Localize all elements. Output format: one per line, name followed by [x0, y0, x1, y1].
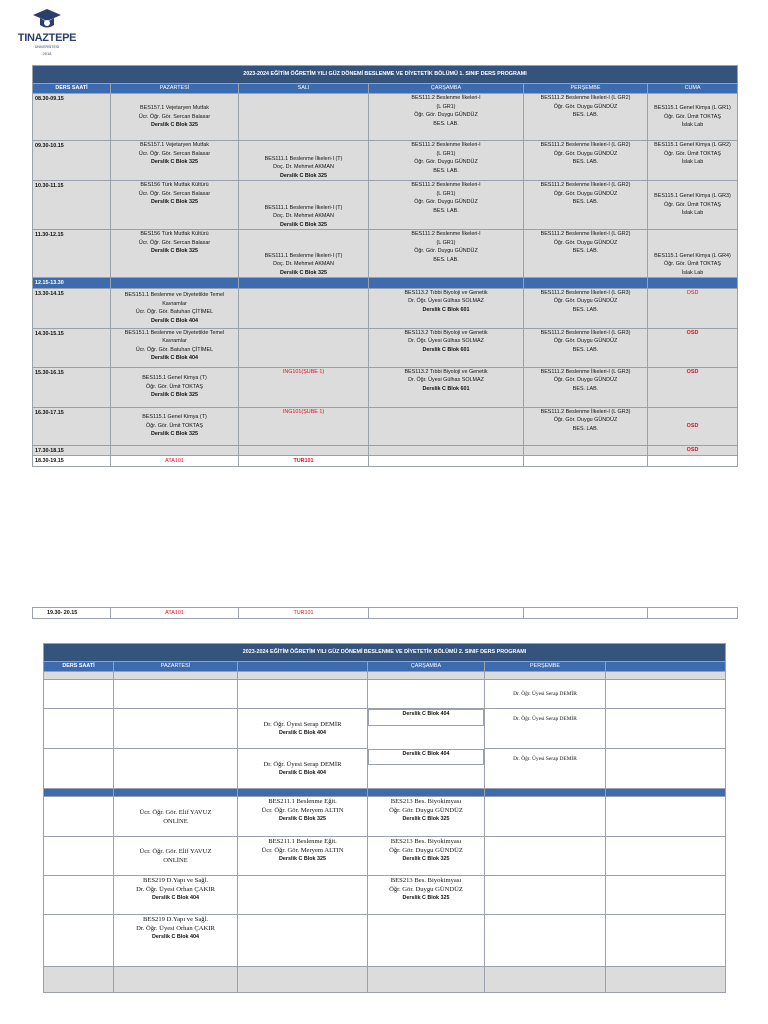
- course-cell: BES115.1 Genel Kimya (L GR4) Öğr. Gör. Ümit TOKTAŞ İslak Lab: [648, 230, 738, 278]
- course-cell: TUR101: [239, 456, 369, 467]
- course-cell: BES111.1 Beslenme İlkeleri-I (T) Doç. Dr. Mehmet AKMAN Derslik C Blok 325: [239, 141, 369, 181]
- course-cell: BES213 Bes. Biyokimyası Öğr. Gör. Duygu GÜNDÜZ Derslik C Blok 325: [368, 876, 485, 915]
- header-persembe: PERŞEMBE: [524, 84, 648, 94]
- course-cell: ING101(ŞUBE 1): [239, 407, 369, 445]
- course-cell: Dr. Öğr. Üyesi Serap DEMİR Derslik C Blok 404: [238, 749, 368, 789]
- course-cell: Dr. Öğr. Üyesi Serap DEMİR: [485, 749, 606, 789]
- table-row: [44, 876, 726, 915]
- time-cell: 12.15-13.30: [33, 278, 111, 289]
- course-cell: BES111.2 Beslenme İlkeleri-I (L GR2) Öğr. Gör. Duygu GÜNDÜZ BES. LAB.: [524, 181, 648, 230]
- time-cell: 19.30- 20.15: [33, 608, 111, 619]
- course-cell: TUR101: [239, 608, 369, 619]
- table-row: [44, 837, 726, 876]
- time-cell: 11.30-12.15: [33, 230, 111, 278]
- table-row: [33, 181, 738, 230]
- header-persembe: PERŞEMBE: [485, 662, 606, 672]
- course-cell: BES115.1 Genel Kimya (L GR3) Öğr. Gör. Ümit TOKTAŞ İslak Lab: [648, 181, 738, 230]
- logo-name: TINAZTEPE: [17, 32, 77, 44]
- course-cell: [111, 445, 239, 456]
- time-cell: 16.30-17.15: [33, 407, 111, 445]
- time-cell: 09.30-10.15: [33, 141, 111, 181]
- table-row: [33, 230, 738, 278]
- table-row: [33, 141, 738, 181]
- header-sali: SALI: [239, 84, 369, 94]
- course-cell: [239, 445, 369, 456]
- time-cell: 13.30-14.15: [33, 288, 111, 328]
- table-row: [33, 445, 738, 456]
- course-cell: BES156 Türk Mutfak Kültürü Ücr. Öğr. Gör. Sercan Balasar Derslik C Blok 325: [111, 181, 239, 230]
- course-cell: Dr. Öğr. Üyesi Serap DEMİR: [485, 709, 606, 749]
- course-cell: BES211.1 Beslenme Eğit. Ücr. Öğr. Gör. Meryem ALTIN Derslik C Blok 325: [238, 797, 368, 837]
- table3-header-row: [44, 662, 726, 672]
- course-cell: Ücr. Öğr. Gör. Elif YAVUZ ONLİNE: [114, 797, 238, 837]
- table-row: [44, 672, 726, 680]
- course-cell: BES219 D.Yapı ve Sağl. Dr. Öğr. Üyesi Orhan ÇAKIR Derslik C Blok 404: [114, 915, 238, 967]
- course-cell: BES157.1 Vejetaryen Mutfak Ücr. Öğr. Gör. Sercan Balasar Derslik C Blok 325: [111, 141, 239, 181]
- course-cell: BES111.2 Beslenme İlkeleri-I (L GR1) Öğr. Gör. Duygu GÜNDÜZ BES. LAB.: [369, 141, 524, 181]
- course-cell: Dr. Öğr. Üyesi Serap DEMİR Derslik C Blok 404: [238, 709, 368, 749]
- university-logo: [14, 8, 80, 56]
- course-cell: BES156 Türk Mutfak Kültürü Ücr. Öğr. Gör. Sercan Balasar Derslik C Blok 325: [111, 230, 239, 278]
- course-cell: Ücr. Öğr. Gör. Elif YAVUZ ONLİNE: [114, 837, 238, 876]
- table-row: [44, 967, 726, 993]
- second-year-schedule-table: [43, 643, 726, 993]
- table-row: [44, 709, 726, 749]
- course-cell: BES111.2 Beslenme İlkeleri-I (L GR3) Öğr. Gör. Duygu GÜNDÜZ BES. LAB.: [524, 288, 648, 328]
- table-row: [44, 749, 726, 789]
- course-cell: BES111.2 Beslenme İlkeleri-I (L GR3) Öğr. Gör. Duygu GÜNDÜZ BES. LAB.: [524, 367, 648, 407]
- header-cuma: CUMA: [648, 84, 738, 94]
- course-cell: BES115.1 Genel Kimya (L GR2) Öğr. Gör. Ümit TOKTAŞ İslak Lab: [648, 141, 738, 181]
- course-cell: BES151.1 Beslenme ve Diyetetikte Temel Kavramlar Ücr. Öğr. Gör. Batuhan ÇİTİMEL Derslik C Blok 404: [111, 328, 239, 367]
- course-cell: [239, 328, 369, 367]
- time-cell: 15.30-16.15: [33, 367, 111, 407]
- course-cell: ATA101: [111, 456, 239, 467]
- course-cell: [524, 456, 648, 467]
- table3-title: 2023-2024 EĞİTİM ÖĞRETİM YILI GÜZ DÖNEMİ BESLENME VE DİYETETİK BÖLÜMÜ 2. SINIF DERS PROGRAMI: [44, 644, 726, 662]
- course-cell: Dr. Öğr. Üyesi Serap DEMİR: [485, 680, 606, 709]
- lunch-break-row: [44, 789, 726, 797]
- logo-year: 2018: [42, 51, 52, 56]
- course-cell: BES213 Bes. Biyokimyası Öğr. Gör. Duygu GÜNDÜZ Derslik C Blok 325: [368, 837, 485, 876]
- table-row: [44, 915, 726, 967]
- course-cell: Derslik C Blok 404: [368, 709, 484, 726]
- course-cell: BES111.2 Beslenme İlkeleri-I (L GR2) Öğr. Gör. Duygu GÜNDÜZ BES. LAB.: [524, 230, 648, 278]
- table-row: [33, 288, 738, 328]
- course-cell: BES111.2 Beslenme İlkeleri-I (L GR1) Öğr. Gör. Duygu GÜNDÜZ BES. LAB.: [369, 94, 524, 141]
- course-cell: [369, 445, 524, 456]
- course-cell: [369, 456, 524, 467]
- header-carsamba: ÇARŞAMBA: [369, 84, 524, 94]
- osd-cell: OSD: [648, 407, 738, 445]
- course-cell: BES111.2 Beslenme İlkeleri-I (L GR3) Öğr. Gör. Duygu GÜNDÜZ BES. LAB.: [524, 328, 648, 367]
- header-blank: [238, 662, 368, 672]
- course-cell: [648, 456, 738, 467]
- time-cell: 10.30-11.15: [33, 181, 111, 230]
- header-blank: [606, 662, 726, 672]
- logo-sub: ÜNİVERSİTESİ: [34, 45, 60, 49]
- table-row: [33, 407, 738, 445]
- course-cell: BES115.1 Genel Kimya (T) Öğr. Gör. Ümit TOKTAŞ Derslik C Blok 325: [111, 407, 239, 445]
- graduation-cap-icon: [32, 8, 62, 32]
- course-cell: BES213 Bes. Biyokimyası Öğr. Gör. Duygu GÜNDÜZ Derslik C Blok 325: [368, 797, 485, 837]
- course-cell: BES111.2 Beslenme İlkeleri-I (L GR1) Öğr. Gör. Duygu GÜNDÜZ BES. LAB.: [369, 230, 524, 278]
- table-row: [44, 797, 726, 837]
- table-row: [44, 680, 726, 709]
- header-ders-saati: DERS SAATİ: [44, 662, 114, 672]
- table1-header-row: [33, 84, 738, 94]
- time-cell: 08.30-09.15: [33, 94, 111, 141]
- course-cell: BES111.2 Beslenme İlkeleri-I (L GR1) Öğr. Gör. Duygu GÜNDÜZ BES. LAB.: [369, 181, 524, 230]
- course-cell: ATA101: [111, 608, 239, 619]
- course-cell: BES115.1 Genel Kimya (T) Öğr. Gör. Ümit TOKTAŞ Derslik C Blok 325: [111, 367, 239, 407]
- course-cell: BES113.2 Tıbbi Biyoloji ve Genetik Dr. Öğr. Üyesi Gülhas SOLMAZ Derslik C Blok 601: [369, 288, 524, 328]
- course-cell: BES111.2 Beslenme İlkeleri-I (L GR3) Öğr. Gör. Duygu GÜNDÜZ BES. LAB.: [524, 407, 648, 445]
- lunch-break-row: [33, 278, 738, 289]
- first-year-schedule-table: [32, 65, 738, 467]
- header-carsamba: ÇARŞAMBA: [368, 662, 485, 672]
- course-cell: BES211.1 Beslenme Eğit. Ücr. Öğr. Gör. Meryem ALTIN Derslik C Blok 325: [238, 837, 368, 876]
- course-cell: [369, 407, 524, 445]
- header-pazartesi: PAZARTESİ: [111, 84, 239, 94]
- course-cell: BES113.2 Tıbbi Biyoloji ve Genetik Dr. Öğr. Üyesi Gülhas SOLMAZ Derslik C Blok 601: [369, 328, 524, 367]
- osd-cell: OSD: [648, 445, 738, 456]
- course-cell: BES111.2 Beslenme İlkeleri-I (L GR2) Öğr. Gör. Duygu GÜNDÜZ BES. LAB.: [524, 141, 648, 181]
- table-row: [33, 456, 738, 467]
- course-cell: [239, 94, 369, 141]
- table1-title: 2023-2024 EĞİTİM ÖĞRETİM YILI GÜZ DÖNEMİ BESLENME VE DİYETETİK BÖLÜMÜ 1. SINIF DERS PROGRAMI: [33, 66, 738, 84]
- course-cell: BES111.1 Beslenme İlkeleri-I (T) Doç. Dr. Mehmet AKMAN Derslik C Blok 325: [239, 181, 369, 230]
- table-row: [33, 608, 738, 619]
- course-cell: BES111.2 Beslenme İlkeleri-I (L GR2) Öğr. Gör. Duygu GÜNDÜZ BES. LAB.: [524, 94, 648, 141]
- course-cell: BES157.1 Vejetaryen Mutfak Ücr. Öğr. Gör. Sercan Balasar Derslik C Blok 325: [111, 94, 239, 141]
- osd-cell: OSD: [648, 288, 738, 328]
- course-cell: Derslik C Blok 404: [368, 749, 484, 766]
- evening-row-table: [32, 607, 738, 619]
- time-cell: 14.30-15.15: [33, 328, 111, 367]
- osd-cell: OSD: [648, 367, 738, 407]
- course-cell: [239, 288, 369, 328]
- course-cell: [524, 445, 648, 456]
- osd-cell: OSD: [648, 328, 738, 367]
- table-row: [33, 94, 738, 141]
- course-cell: BES151.1 Beslenme ve Diyetetikte Temel Kavramlar Ücr. Öğr. Gör. Batuhan ÇİTİMEL Derslik C Blok 404: [111, 288, 239, 328]
- header-pazartesi: PAZARTESİ: [114, 662, 238, 672]
- course-cell: BES219 D.Yapı ve Sağl. Dr. Öğr. Üyesi Orhan ÇAKIR Derslik C Blok 404: [114, 876, 238, 915]
- time-cell: 18.30-19.15: [33, 456, 111, 467]
- header-ders-saati: DERS SAATİ: [33, 84, 111, 94]
- table-row: [33, 367, 738, 407]
- time-cell: 17.30-18.15: [33, 445, 111, 456]
- course-cell: BES115.1 Genel Kimya (L GR1) Öğr. Gör. Ümit TOKTAŞ İslak Lab: [648, 94, 738, 141]
- table-row: [33, 328, 738, 367]
- course-cell: BES111.1 Beslenme İlkeleri-I (T) Doç. Dr. Mehmet AKMAN Derslik C Blok 325: [239, 230, 369, 278]
- course-cell: BES113.2 Tıbbi Biyoloji ve Genetik Dr. Öğr. Üyesi Gülhas SOLMAZ Derslik C Blok 601: [369, 367, 524, 407]
- course-cell: ING101(ŞUBE 1): [239, 367, 369, 407]
